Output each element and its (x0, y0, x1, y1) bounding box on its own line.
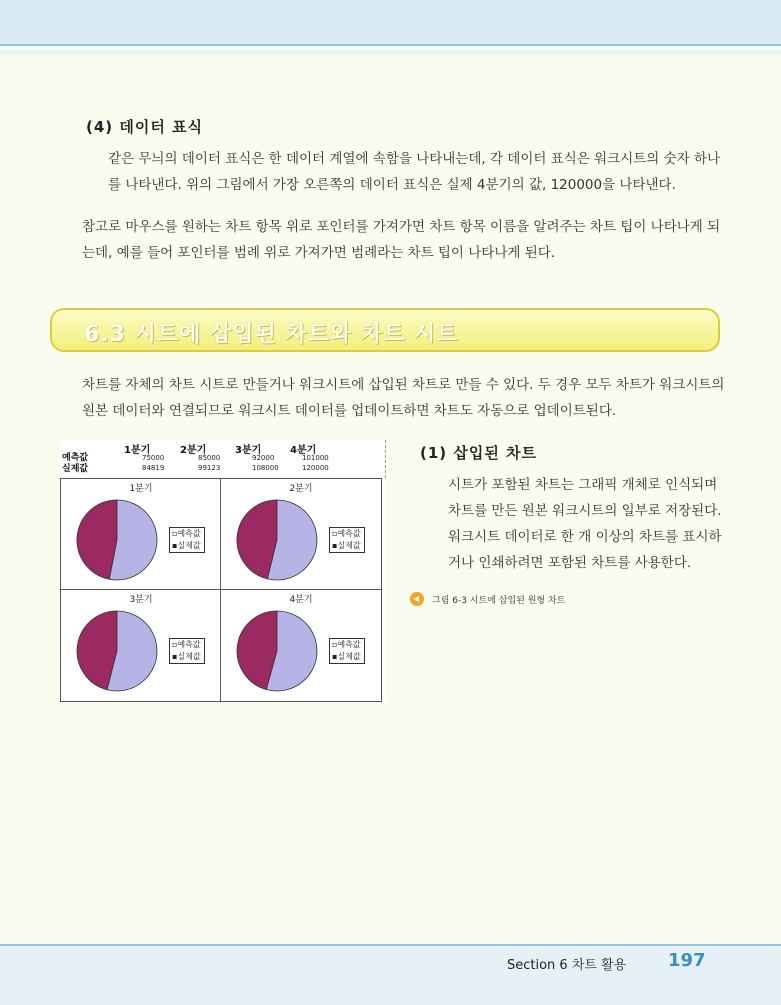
cell-actual-q2: 99123 (198, 464, 221, 472)
legend-item-forecast: ▫예측값 (172, 529, 201, 538)
pie-chart-q4[interactable] (221, 590, 381, 701)
top-rule (0, 44, 781, 46)
cell-forecast-q1: 75000 (142, 454, 165, 462)
col-header-q2: 2분기 (180, 445, 207, 456)
pie-svg-q2 (221, 479, 331, 590)
row-label-forecast: 예측값 (62, 453, 89, 463)
pie-title-q4: 4분기 (289, 595, 313, 605)
col-header-q1: 1분기 (124, 445, 151, 456)
paragraph-embedded-chart: 시트가 포함된 차트는 그래픽 개체로 인식되며 차트를 만든 원본 워크시트의 일부로 저장된다. 워크시트 데이터로 한 개 이상의 차트를 표시하거나 인쇄하려면 포함된 차트를 사용한다. (448, 477, 722, 571)
top-band (0, 0, 781, 44)
pie-chart-q3[interactable] (61, 590, 221, 701)
subsection-heading: (1) 삽입된 차트 (420, 444, 538, 462)
embedded-chart-figure (60, 440, 386, 702)
legend-q1 (169, 527, 205, 553)
legend-item-actual: ▪실제값 (172, 541, 201, 550)
legend-item-actual: ▪실제값 (332, 652, 361, 661)
legend-q3 (169, 638, 205, 664)
col-header-q4: 4분기 (290, 445, 317, 456)
pie-title-q3: 3분기 (129, 595, 153, 605)
caption-text: 그림 6-3 시트에 삽입된 원형 차트 (432, 596, 566, 606)
section-heading: (4) 데이터 표식 (86, 118, 204, 136)
legend-q4 (329, 638, 365, 664)
pie-chart-q1[interactable] (61, 479, 221, 590)
pie-chart-q2[interactable] (221, 479, 381, 590)
pie-slice-q1-forecast (77, 500, 117, 579)
footer-band (0, 946, 781, 1005)
cell-forecast-q2: 85000 (198, 454, 221, 462)
paragraph-chart-tips: 참고로 마우스를 원하는 차트 항목 위로 포인터를 가져가면 차트 항목 이름을 알려주는 차트 팁이 나타나게 되는데, 예를 들어 포인터를 범례 위로 가져가면 범례라는 차트 팁이 나타나게 된다. (82, 219, 721, 261)
arrow-left-icon (410, 592, 424, 606)
pie-svg-q3 (61, 590, 171, 701)
legend-item-forecast: ▫예측값 (332, 529, 361, 538)
data-table (60, 440, 386, 478)
pie-chart-grid (60, 478, 382, 702)
pie-title-q1: 1분기 (129, 484, 153, 494)
pie-title-q2: 2분기 (289, 484, 313, 494)
cell-actual-q3: 108000 (252, 464, 279, 472)
page-number: 197 (668, 950, 706, 971)
pie-svg-q1 (61, 479, 171, 590)
legend-q2 (329, 527, 365, 553)
cell-actual-q1: 84819 (142, 464, 165, 472)
section-banner (50, 308, 720, 352)
paragraph-intro: 차트를 자체의 차트 시트로 만들거나 워크시트에 삽입된 차트로 만들 수 있다. 두 경우 모두 차트가 워크시트의 원본 데이터와 연결되므로 워크시트 데이터를 업데이트하면 차트도 자동으로 업데이트된다. (82, 377, 725, 419)
legend-item-actual: ▪실제값 (332, 541, 361, 550)
cell-actual-q4: 120000 (302, 464, 329, 472)
cell-forecast-q4: 101000 (302, 454, 329, 462)
pie-svg-q4 (221, 590, 331, 701)
paragraph-data-markers: 같은 무늬의 데이터 표식은 한 데이터 계열에 속함을 나타내는데, 각 데이터 표식은 워크시트의 숫자 하나를 나타낸다. 위의 그림에서 가장 오른쪽의 데이터 표식은 실제 4분기의 값, 120000을 나타낸다. (108, 151, 721, 193)
footer-section-label: Section 6 차트 활용 (507, 958, 627, 973)
legend-item-actual: ▪실제값 (172, 652, 201, 661)
banner-title: 6.3 시트에 삽입된 차트와 차트 시트 (84, 322, 459, 347)
col-header-q3: 3분기 (235, 445, 262, 456)
row-label-actual: 실제값 (62, 464, 89, 474)
legend-item-forecast: ▫예측값 (332, 640, 361, 649)
legend-item-forecast: ▫예측값 (172, 640, 201, 649)
top-rule-light (0, 50, 781, 55)
cell-forecast-q3: 92000 (252, 454, 275, 462)
